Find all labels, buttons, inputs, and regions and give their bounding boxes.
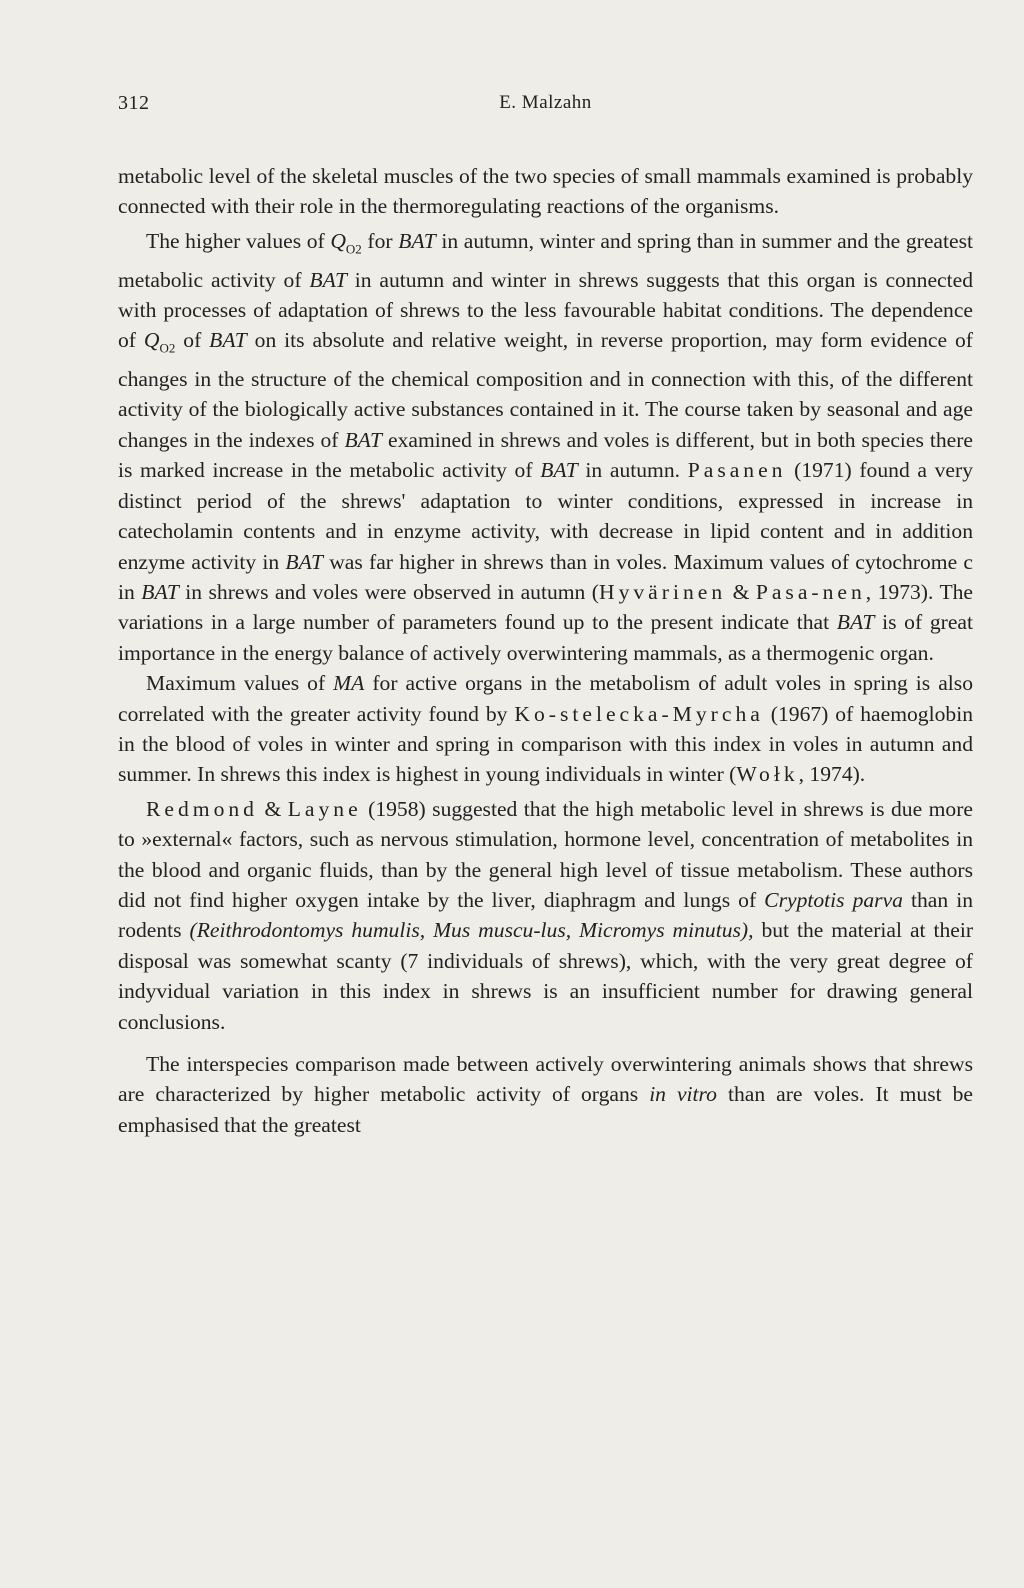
- paragraph-4: Redmond & Layne (1958) suggested that the high metabolic level in shrews is due more to »external« factors, such as nervous stimulation, hormone level, concentration of metabolites in the blood and organic fluids, than by the general high level of tissue metabolism. These authors did not find higher oxygen intake by the liver, diaphragm and lungs of Cryptotis parva than in rodents (Reithrodontomys humulis, Mus muscu-lus, Micromys minutus), but the material at their disposal was somewhat scanty (7 individuals of shrews), which, with the very great degree of indyvidual variation in this index in shrews is an insufficient number for drawing general conclusions.: [118, 796, 974, 1034]
- author-name: Pasa-nen: [755, 579, 866, 604]
- author-name: Redmond: [146, 796, 258, 821]
- paragraph-3: Maximum values of MA for active organs in the metabolism of adult voles in spring is also correlated with the greater activity found by Ko-stelecka-Myrcha (1967) of haemoglobin in the blood of voles in winter and spring in comparison with this index in voles in autumn and summer. In shrews this index is highest in young individuals in winter (Wołk, 1974).: [118, 671, 973, 787]
- running-head: E. Malzahn: [499, 92, 592, 113]
- author-name: Layne: [287, 796, 362, 821]
- author-name: Wołk: [736, 762, 799, 787]
- author-name: Ko-stelecka-Myrcha: [514, 701, 764, 726]
- page-number: 312: [118, 92, 150, 114]
- paragraph-5: The interspecies comparison made between actively overwintering animals shows that shrews are characterized by higher metabolic activity of organs in vitro than are voles. It must be emphasised that the greatest: [118, 1052, 973, 1137]
- paragraph-2: The higher values of $Q_{O2}$ for BAT in autumn, winter and spring than in summer and the greatest metabolic activity of BAT in autumn and winter in shrews suggests that this organ is connected with processes of adaptation of shrews to the less favourable habitat conditions. The dependence of $Q_{O2}$ of BAT on its absolute and relative weight, in reverse proportion, may form evidence of changes in the structure of the chemical composition and in connection with this, of the different activity of the biologically active substances contained in it. The course taken by seasonal and age changes in the indexes of BAT examined in shrews and voles is different, but in both species there is marked increase in the metabolic activity of BAT in autumn. Pasanen (1971) found a very distinct period of the shrews' adaptation to winter conditions, expressed in increase in catecholamin contents and in enzyme activity, with decrease in lipid content and in addition enzyme activity in BAT was far higher in shrews than in voles. Maximum values of cytochrome c in BAT in shrews and voles were observed in autumn (Hyvärinen & Pasa-nen, 1973). The variations in a large number of parameters found up to the present indicate that BAT is of great importance in the energy balance of actively overwintering mammals, as a thermogenic organ.: [118, 228, 974, 665]
- page-header: [118, 92, 973, 122]
- author-name: Pasanen: [687, 458, 787, 483]
- author-name: Hyvärinen: [598, 579, 727, 604]
- paragraph-1: metabolic level of the skeletal muscles of the two species of small mammals examined is probably connected with their role in the thermoregulating reactions of the organisms.: [118, 164, 973, 219]
- body-text: [118, 161, 973, 1140]
